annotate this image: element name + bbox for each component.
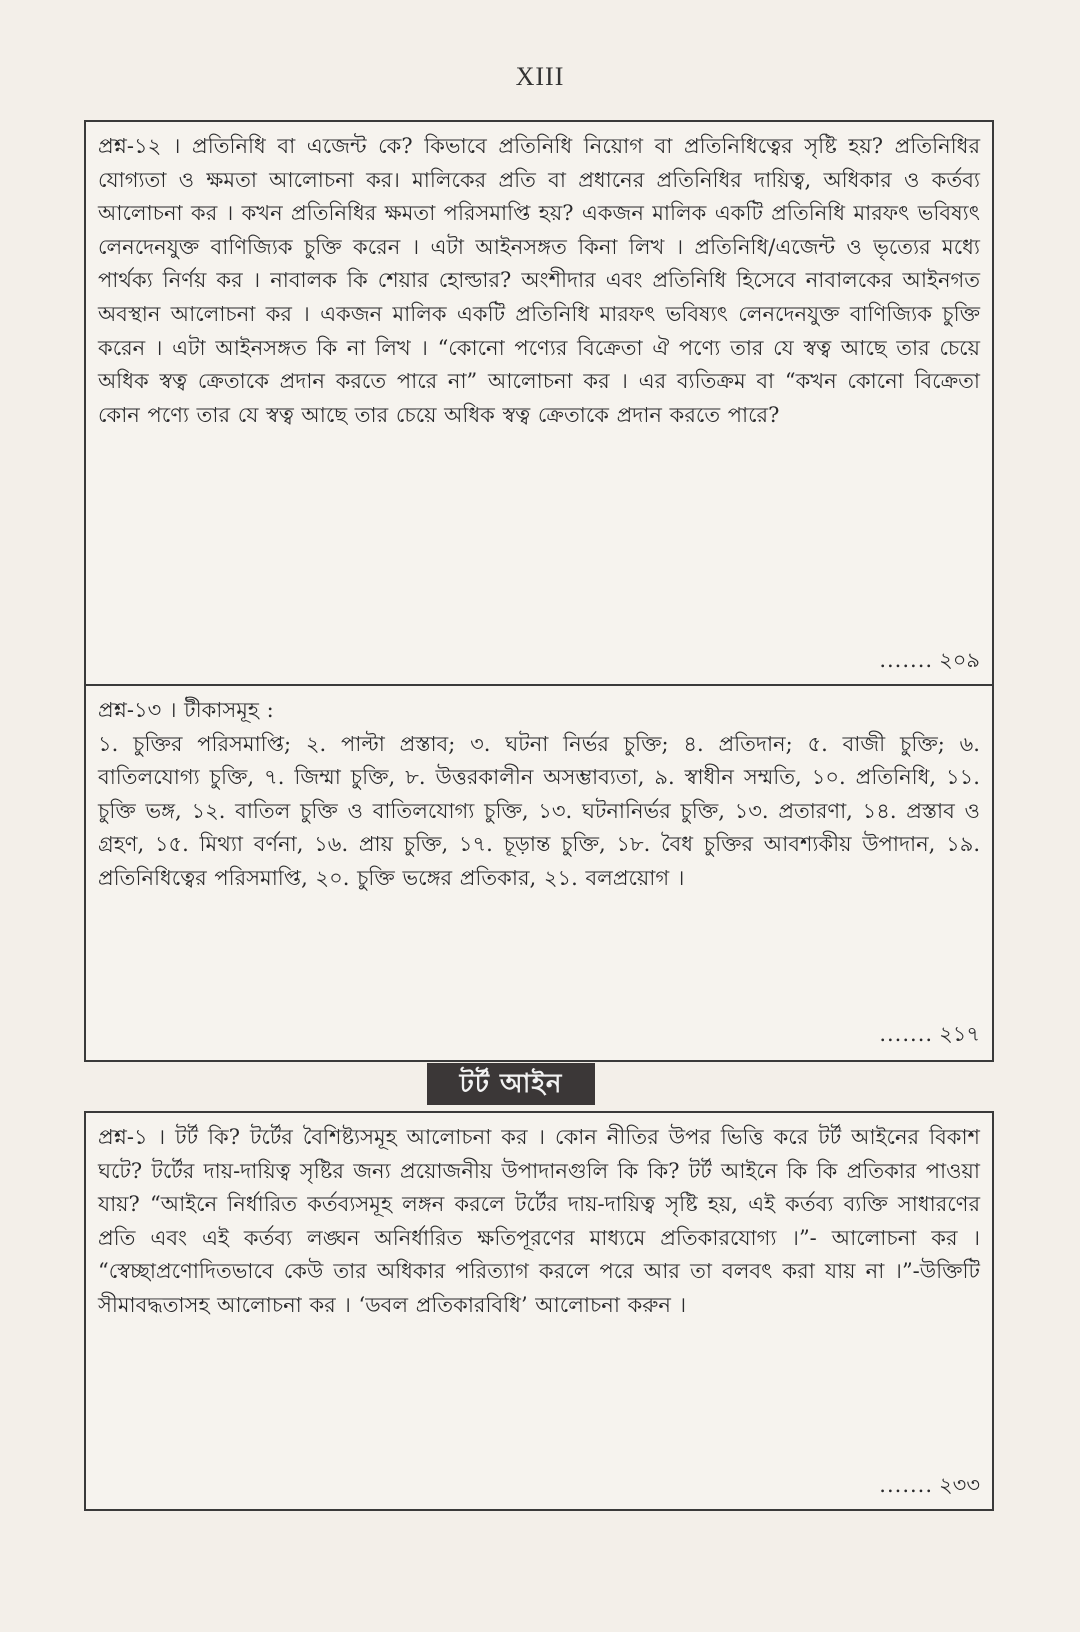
page-ref-number: ২১৭ — [939, 1022, 980, 1047]
page-ref-number: ২০৯ — [939, 648, 980, 673]
notes-list: ১. চুক্তির পরিসমাপ্তি; ২. পাল্টা প্রস্তাব; ৩. ঘটনা নির্ভর চুক্তি; ৪. প্রতিদান; ৫. বাজী চুক্তি; ৬. বাতিলযোগ্য চুক্তি, ৭. জিম্মা চুক্তি, ৮. উত্তরকালীন অসম্ভাব্যতা, ৯. স্বাধীন সম্মতি, ১০. প্রতিনিধি, ১১. চুক্তি ভঙ্গ, ১২. বাতিল চুক্তি ও বাতিলযোগ্য চুক্তি, ১৩. ঘটনানির্ভর চুক্তি, ১৩. প্রতারণা, ১৪. প্রস্তাব ও গ্রহণ, ১৫. মিথ্যা বর্ণনা, ১৬. প্রায় চুক্তি, ১৭. চূড়ান্ত চুক্তি, ১৮. বৈধ চুক্তির আবশ্যকীয় উপাদান, ১৯. প্রতিনিধিত্বের পরিসমাপ্তি, ২০. চুক্তি ভঙ্গের প্রতিকার, ২১. বলপ্রয়োগ । — [98, 731, 980, 890]
contents-box-tort-law — [84, 1111, 994, 1511]
question-12-entry — [86, 122, 992, 684]
page-reference — [879, 644, 980, 678]
question-text: টর্ট কি? টর্টের বৈশিষ্ট্যসমূহ আলোচনা কর । কোন নীতির উপর ভিত্তি করে টর্ট আইনের বিকাশ ঘটে? টর্টের দায়-দায়িত্ব সৃষ্টির জন্য প্রয়োজনীয় উপাদানগুলি কি কি? টর্ট আইনে কি কি প্রতিকার পাওয়া যায়? “আইনে নির্ধারিত কর্তব্যসমূহ লঙ্গন করলে টর্টের দায়-দায়িত্ব সৃষ্টি হয়, এই কর্তব্য ব্যক্তি সাধারণের প্রতি এবং এই কর্তব্য লঙ্ঘন অনির্ধারিত ক্ষতিপূরণের মাধ্যমে প্রতিকারযোগ্য ।”- আলোচনা কর । “স্বেচ্ছাপ্রণোদিতভাবে কেউ তার অধিকার পরিত্যাগ করলে পরে আর তা বলবৎ করা যায় না ।”-উক্তিটি সীমাবদ্ধতাসহ আলোচনা কর । ‘ডবল প্রতিকারবিধি’ আলোচনা করুন । — [98, 1125, 980, 1317]
tort-question-1-entry — [86, 1113, 992, 1509]
leader-dots: ....... — [879, 1022, 934, 1047]
question-13-entry — [86, 684, 992, 1058]
page-number: XIII — [515, 62, 565, 91]
leader-dots: ....... — [879, 1473, 934, 1498]
question-label: প্রশ্ন-১ । — [98, 1125, 166, 1149]
question-label: প্রশ্ন-১২ । — [98, 134, 181, 158]
question-label: প্রশ্ন-১৩ । — [98, 698, 177, 722]
section-banner-tort-law: টর্ট আইন — [427, 1063, 595, 1105]
question-text: প্রতিনিধি বা এজেন্ট কে? কিভাবে প্রতিনিধি নিয়োগ বা প্রতিনিধিত্বের সৃষ্টি হয়? প্রতিনিধির যোগ্যতা ও ক্ষমতা আলোচনা কর। মালিকের প্রতি বা প্রধানের প্রতিনিধির দায়িত্ব, অধিকার ও কর্তব্য আলোচনা কর । কখন প্রতিনিধির ক্ষমতা পরিসমাপ্তি হয়? একজন মালিক একটি প্রতিনিধি মারফৎ ভবিষ্যৎ লেনদেনযুক্ত বাণিজ্যিক চুক্তি করেন । এটা আইনসঙ্গত কিনা লিখ । প্রতিনিধি/এজেন্ট ও ভৃত্যের মধ্যে পার্থক্য নির্ণয় কর । নাবালক কি শেয়ার হোল্ডার? অংশীদার এবং প্রতিনিধি হিসেবে নাবালকের আইনগত অবস্থান আলোচনা কর । একজন মালিক একটি প্রতিনিধি মারফৎ ভবিষ্যৎ লেনদেনযুক্ত বাণিজ্যিক চুক্তি করেন । এটা আইনসঙ্গত কি না লিখ । “কোনো পণ্যের বিক্রেতা ঐ পণ্যে তার যে স্বত্ব আছে তার চেয়ে অধিক স্বত্ব ক্রেতাকে প্রদান করতে পারে না” আলোচনা কর । এর ব্যতিক্রম বা “কখন কোনো বিক্রেতা কোন পণ্যে তার যে স্বত্ব আছে তার চেয়ে অধিক স্বত্ব ক্রেতাকে প্রদান করতে পারে? — [98, 134, 980, 427]
contents-box-contract-law — [84, 120, 994, 1062]
question-heading: টীকাসমূহ : — [184, 698, 274, 722]
leader-dots: ....... — [879, 648, 934, 673]
page-reference — [879, 1469, 980, 1503]
page-reference — [879, 1018, 980, 1052]
page-ref-number: ২৩৩ — [939, 1473, 980, 1498]
